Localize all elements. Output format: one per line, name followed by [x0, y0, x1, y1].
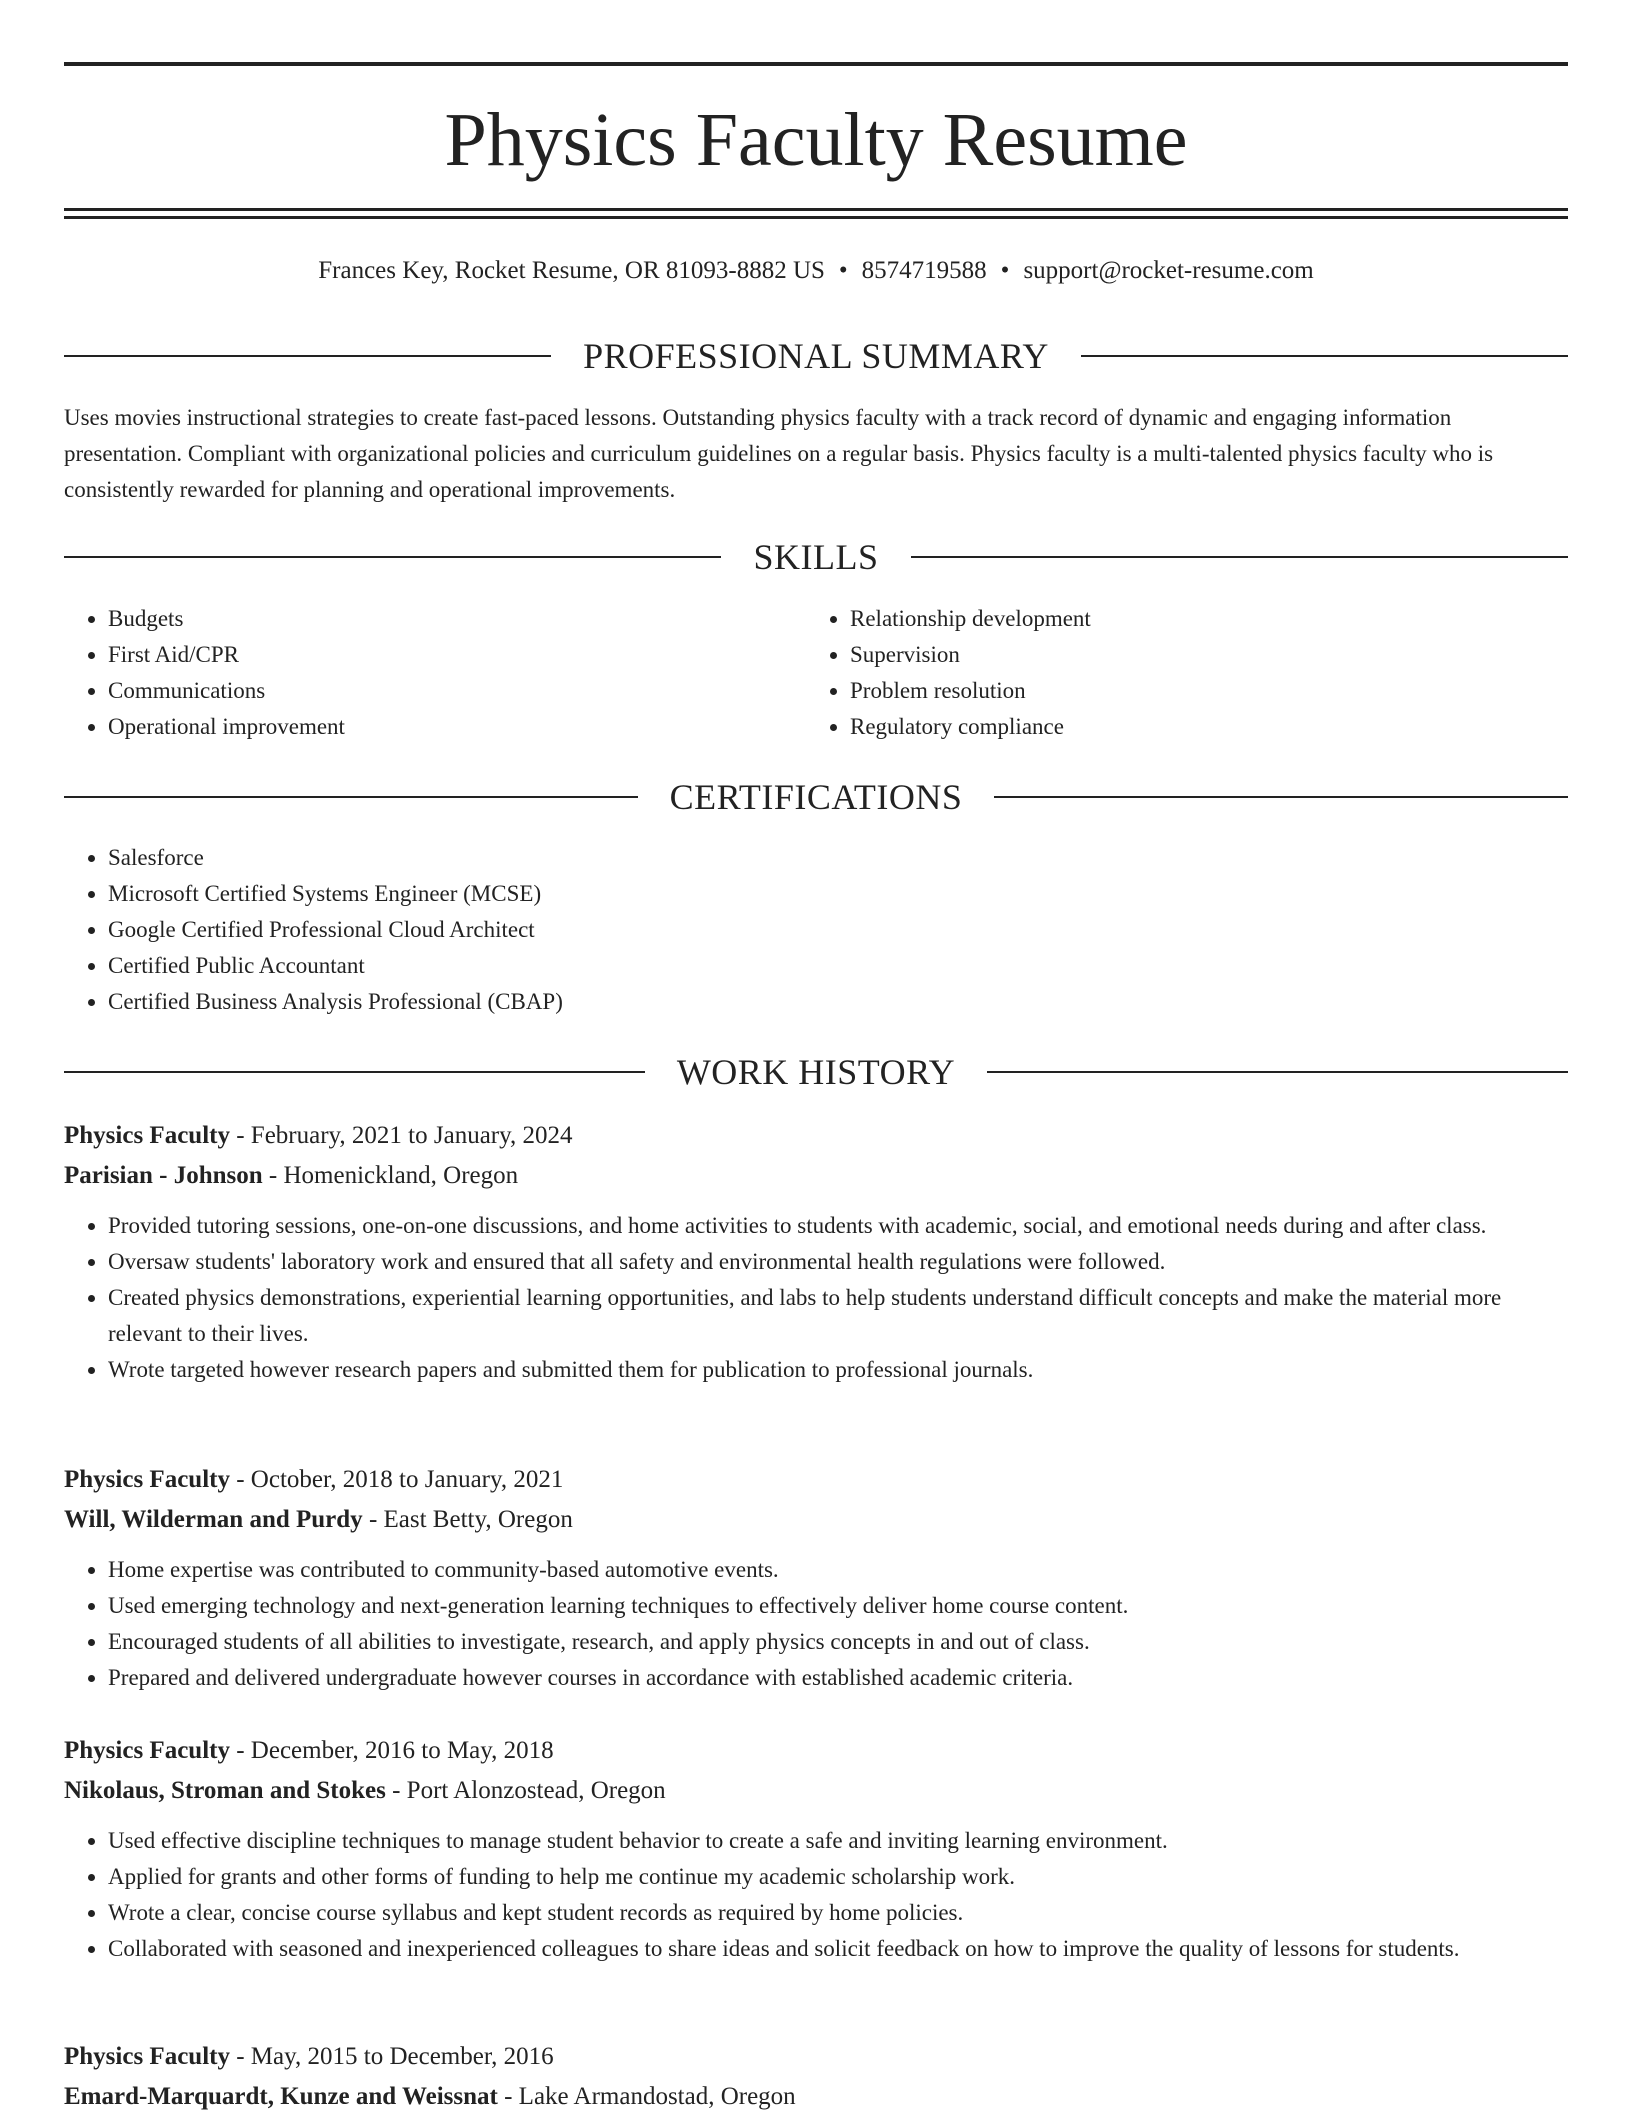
certification-item: • Microsoft Certified Systems Engineer (MCSE) [108, 876, 563, 912]
skill-item: • Regulatory compliance [850, 709, 1091, 745]
section-heading-summary [64, 334, 1568, 378]
job-dates: - February, 2021 to January, 2024 [229, 1122, 573, 1149]
job-title: Physics Faculty [64, 1122, 230, 1149]
job-company: Will, Wilderman and Purdy [64, 1506, 363, 1533]
job-bullet: • Prepared and delivered undergraduate however courses in accordance with established academic criteria. [108, 1660, 1568, 1696]
job-location: - Lake Armandostad, Oregon [497, 2083, 796, 2110]
job-bullets [64, 1823, 1568, 1967]
job-bullet: • Wrote a clear, concise course syllabus and kept student records as required by home policies. [108, 1895, 1568, 1931]
job-entry [64, 1460, 1568, 1696]
skill-item: • First Aid/CPR [108, 637, 345, 673]
header-double-rule-bottom [64, 216, 1568, 219]
job-dates: - December, 2016 to May, 2018 [229, 1737, 554, 1764]
page-title: Physics Faculty Resume [444, 98, 1188, 182]
job-title: Physics Faculty [64, 1737, 230, 1764]
certification-item: • Certified Business Analysis Professional (CBAP) [108, 984, 563, 1020]
section-heading-work [64, 1050, 1568, 1094]
section-heading-skills [64, 535, 1568, 579]
job-location: - Port Alonzostead, Oregon [385, 1777, 666, 1804]
skills-list-right [806, 601, 1091, 745]
job-bullets [64, 1552, 1568, 1696]
job-location: - East Betty, Oregon [362, 1506, 573, 1533]
certification-item: • Google Certified Professional Cloud Architect [108, 912, 563, 948]
job-bullet: • Used effective discipline techniques to manage student behavior to create a safe and inviting learning environment. [108, 1823, 1568, 1859]
job-bullet: • Provided tutoring sessions, one-on-one discussions, and home activities to students with academic, social, and emotional needs during and after class. [108, 1208, 1568, 1244]
skills-list-left [64, 601, 345, 745]
job-entry [64, 2037, 1568, 2117]
contact-separator: • [838, 257, 848, 284]
job-title: Physics Faculty [64, 2043, 230, 2070]
job-bullet: • Used emerging technology and next-generation learning techniques to effectively deliver home course content. [108, 1588, 1568, 1624]
job-dates: - October, 2018 to January, 2021 [229, 1466, 564, 1493]
summary-text: Uses movies instructional strategies to create fast-paced lessons. Outstanding physics faculty with a track record of dynamic and engaging information presentation. Compliant with organizational policies and curriculum guidelines on a regular basis. Physics faculty is a multi-talented physics faculty who is consistently rewarded for planning and operational improvements. [64, 405, 1494, 502]
skill-item: • Communications [108, 673, 345, 709]
skill-item: • Relationship development [850, 601, 1091, 637]
contact-email: support@rocket-resume.com [1023, 257, 1314, 284]
skill-item: • Operational improvement [108, 709, 345, 745]
job-title-line [64, 1460, 1568, 1500]
section-title-certifications: CERTIFICATIONS [638, 777, 995, 817]
job-company: Emard-Marquardt, Kunze and Weissnat [64, 2083, 498, 2110]
skill-item: • Budgets [108, 601, 345, 637]
job-location: - Homenickland, Oregon [262, 1162, 519, 1189]
section-heading-certifications [64, 775, 1568, 819]
certification-item: • Certified Public Accountant [108, 948, 563, 984]
section-title-skills: SKILLS [721, 537, 910, 577]
job-company-line [64, 1156, 1568, 1196]
contact-line [64, 255, 1568, 287]
job-dates: - May, 2015 to December, 2016 [229, 2043, 554, 2070]
contact-separator: • [1000, 257, 1010, 284]
job-entry [64, 1116, 1568, 1388]
section-title-work: WORK HISTORY [645, 1052, 987, 1092]
certification-item: • Salesforce [108, 840, 563, 876]
job-title-line [64, 2037, 1568, 2077]
certifications-list [64, 840, 563, 1020]
job-company-line [64, 1771, 1568, 1811]
job-bullets [64, 1208, 1568, 1388]
job-bullet: • Encouraged students of all abilities to investigate, research, and apply physics concepts in and out of class. [108, 1624, 1568, 1660]
job-entry [64, 1731, 1568, 1967]
section-title-summary: PROFESSIONAL SUMMARY [551, 336, 1081, 376]
job-company-line [64, 1500, 1568, 1540]
job-title: Physics Faculty [64, 1466, 230, 1493]
job-bullet: • Oversaw students' laboratory work and ensured that all safety and environmental health regulations were followed. [108, 1244, 1568, 1280]
job-bullet: • Wrote targeted however research papers and submitted them for publication to professional journals. [108, 1352, 1568, 1388]
contact-address: Frances Key, Rocket Resume, OR 81093-8882 US [318, 257, 825, 284]
skill-item: • Problem resolution [850, 673, 1091, 709]
header-top-rule [64, 62, 1568, 66]
job-company: Parisian - Johnson [64, 1162, 263, 1189]
contact-phone: 8574719588 [861, 257, 987, 284]
job-title-line [64, 1731, 1568, 1771]
job-bullet: • Collaborated with seasoned and inexperienced colleagues to share ideas and solicit feedback on how to improve the quality of lessons for students. [108, 1931, 1568, 1967]
job-company-line [64, 2077, 1568, 2117]
job-company: Nikolaus, Stroman and Stokes [64, 1777, 386, 1804]
job-bullet: • Applied for grants and other forms of funding to help me continue my academic scholarship work. [108, 1859, 1568, 1895]
job-title-line [64, 1116, 1568, 1156]
skill-item: • Supervision [850, 637, 1091, 673]
job-bullet: • Created physics demonstrations, experiential learning opportunities, and labs to help students understand difficult concepts and make the material more relevant to their lives. [108, 1280, 1568, 1352]
job-bullet: • Home expertise was contributed to community-based automotive events. [108, 1552, 1568, 1588]
header-double-rule-top [64, 208, 1568, 211]
